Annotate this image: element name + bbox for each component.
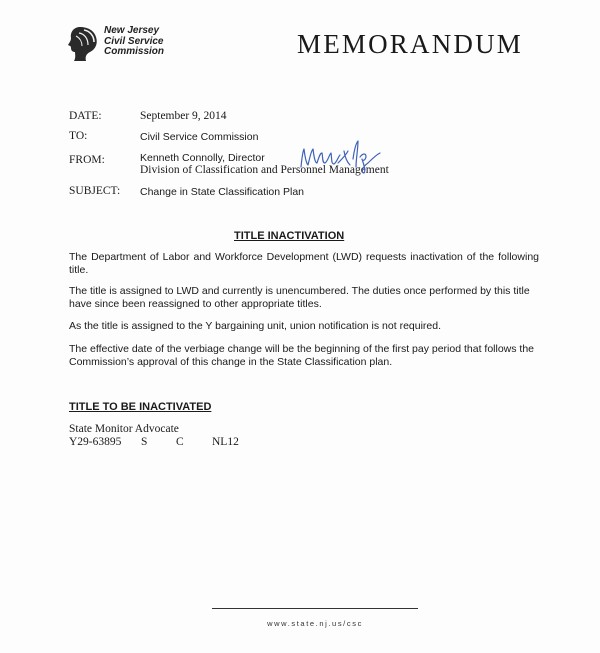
nj-profile-silhouette-icon <box>66 24 102 64</box>
paragraph: As the title is assigned to the Y bargaining unit, union notification is not required. <box>69 320 442 332</box>
footer <box>212 613 418 631</box>
list-heading: TITLE TO BE INACTIVATED <box>69 401 212 413</box>
title-code: Y29-63895 <box>69 436 122 448</box>
from-division: Division of Classification and Personnel Management <box>140 164 389 176</box>
date-value: September 9, 2014 <box>140 110 227 122</box>
title-name: State Monitor Advocate <box>69 423 179 435</box>
title-range: NL12 <box>212 436 239 448</box>
logo-line: Commission <box>104 46 165 57</box>
title-class-s: S <box>141 436 148 448</box>
nj-civil-service-logo <box>66 22 186 66</box>
paragraph: The title is assigned to LWD and currently is unencumbered. The duties once performed by this title have since been reassigned to other appropriate titles. <box>69 285 530 310</box>
date-label: DATE: <box>69 110 102 122</box>
handwritten-signature <box>298 137 388 175</box>
title-class-c: C <box>176 436 184 448</box>
logo-wordmark <box>104 26 164 58</box>
subject-value: Change in State Classification Plan <box>140 186 305 198</box>
subject-label: SUBJECT: <box>69 185 121 197</box>
paragraph: The effective date of the verbiage change will be the beginning of the first pay period that follows the Commission’s approval of this change in the State Classification plan. <box>69 343 535 368</box>
paragraph: The Department of Labor and Workforce Development (LWD) requests inactivation of the following title. <box>69 251 539 276</box>
from-label: FROM: <box>69 154 105 166</box>
logo-line: Civil Service <box>104 35 164 47</box>
memorandum-title: MEMORANDUM <box>297 29 524 59</box>
section-heading: TITLE INACTIVATION <box>234 230 345 242</box>
footer-divider <box>212 608 418 609</box>
from-name: Kenneth Connolly, Director <box>140 152 265 164</box>
to-label: TO: <box>69 130 88 142</box>
logo-line: New Jersey <box>104 25 160 36</box>
to-value: Civil Service Commission <box>140 131 259 143</box>
footer-url[interactable]: www.state.nj.us/csc <box>267 619 363 628</box>
